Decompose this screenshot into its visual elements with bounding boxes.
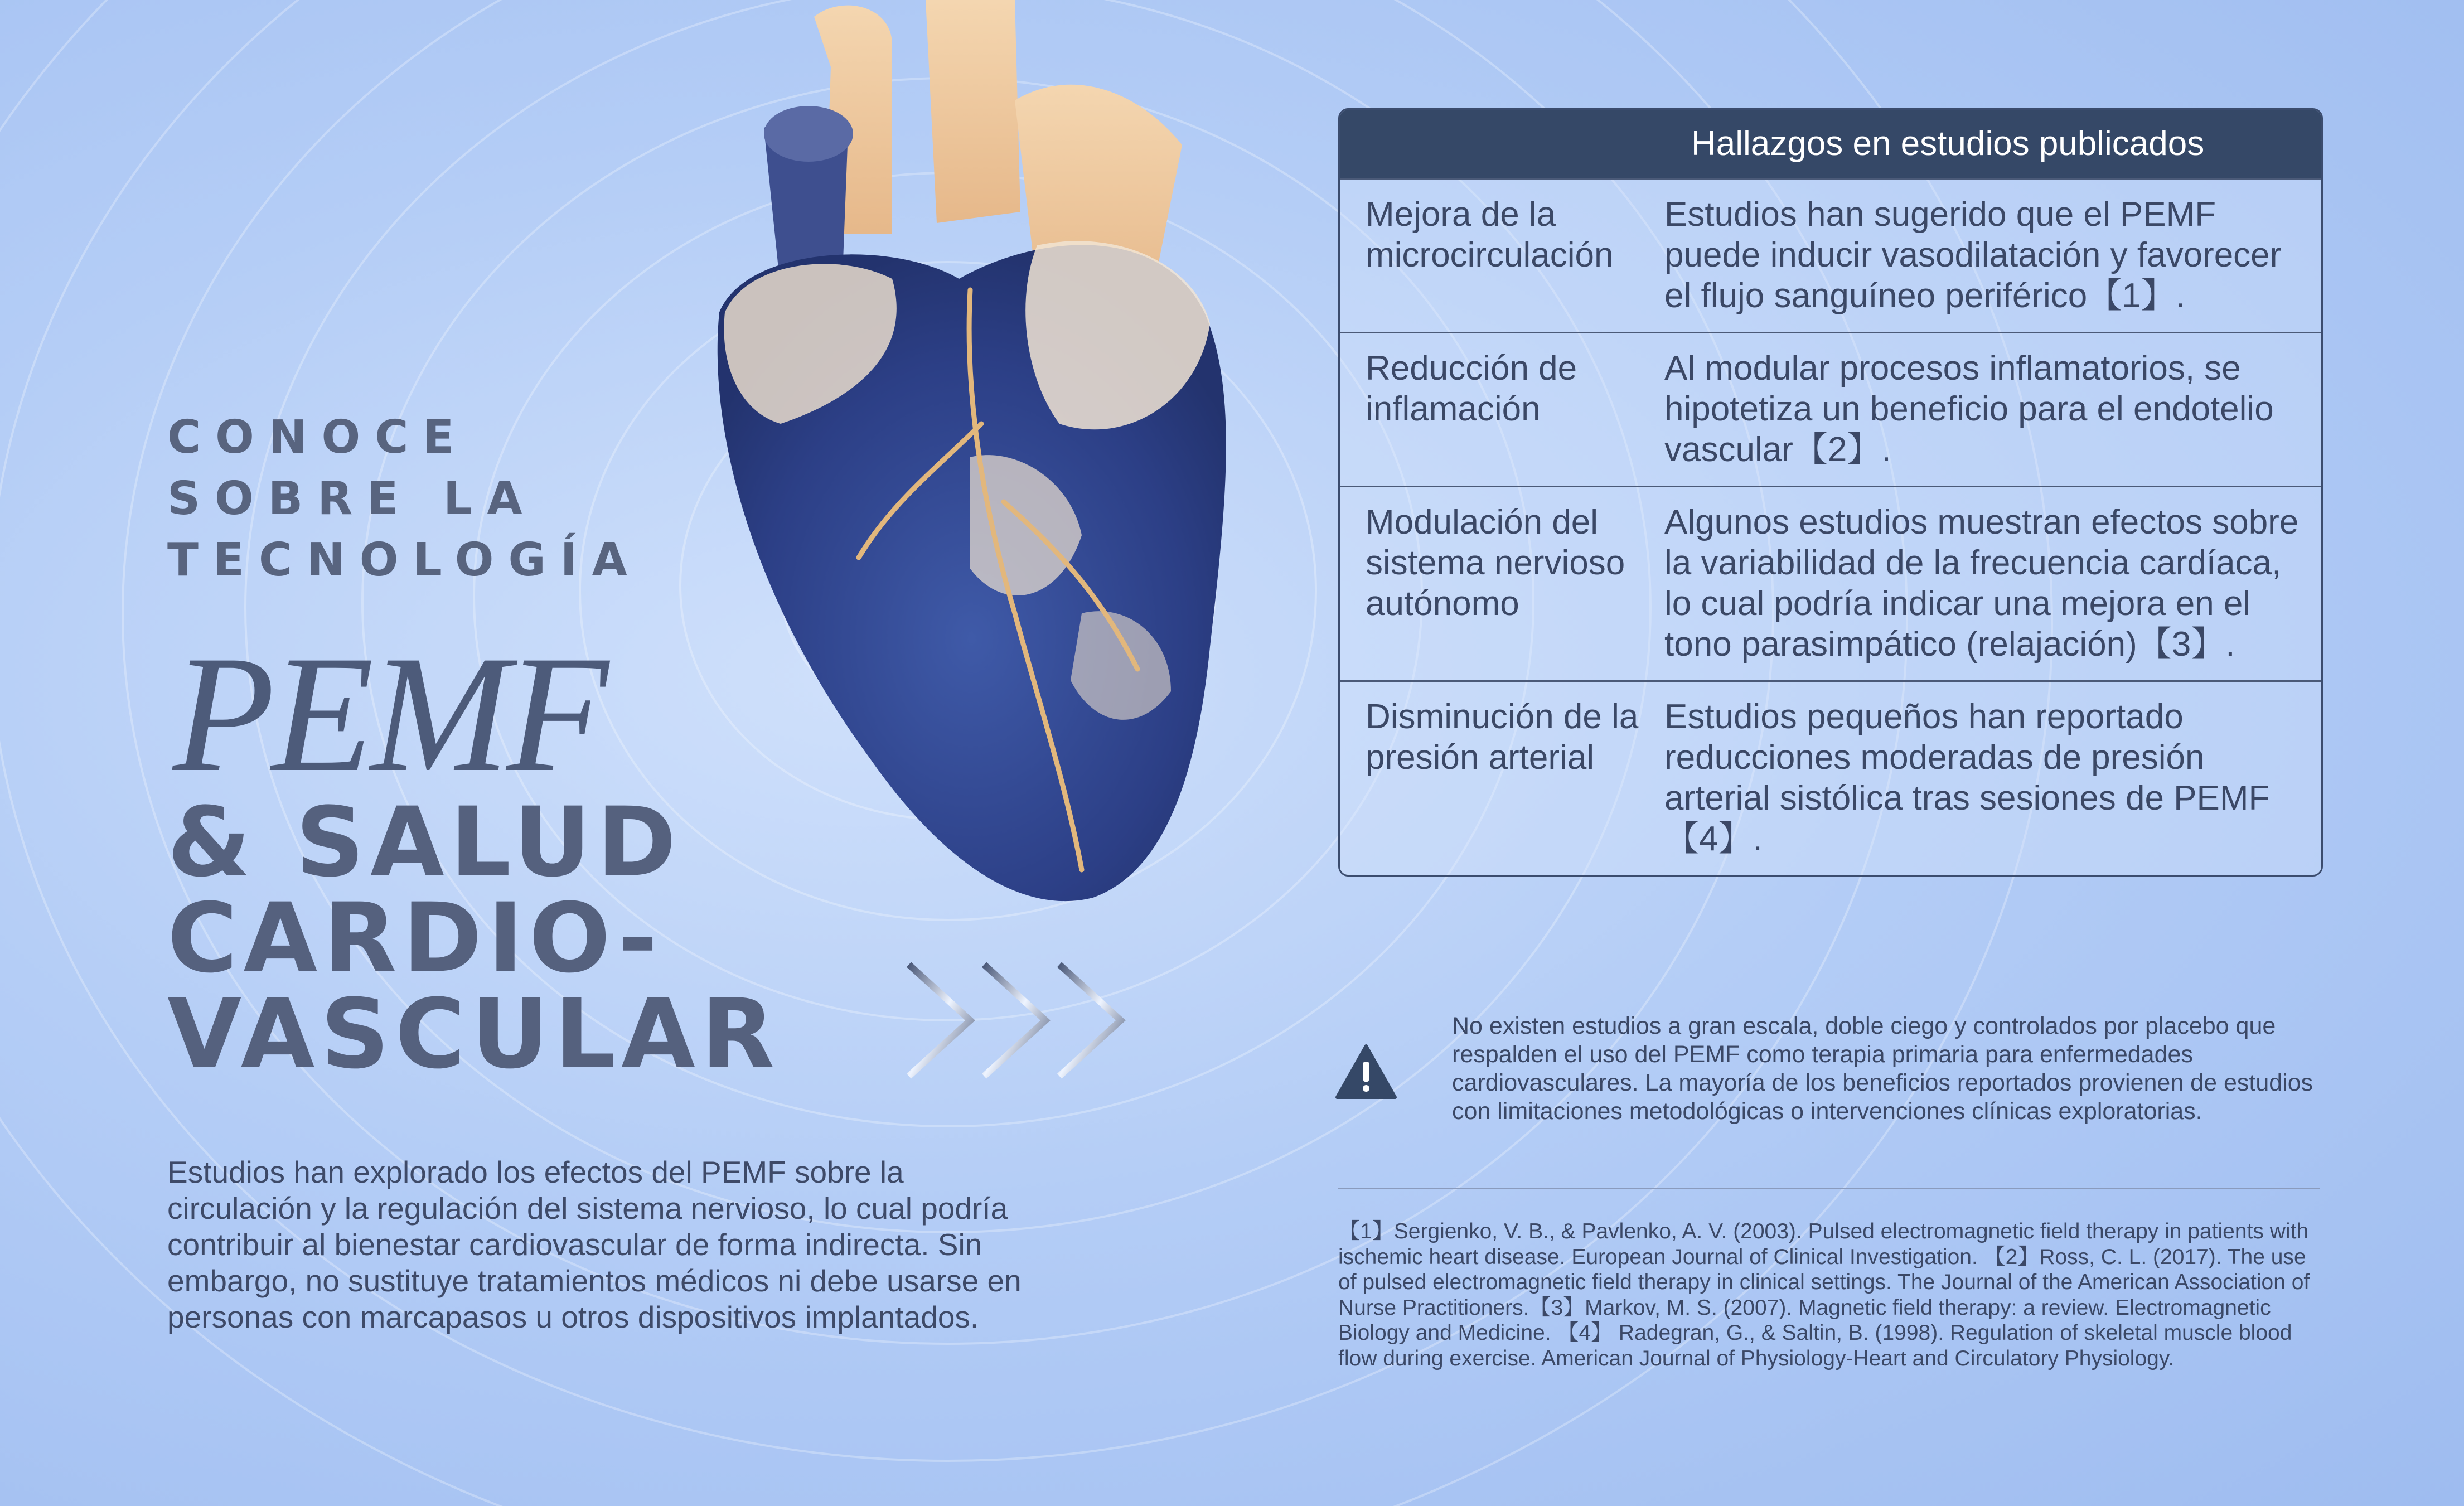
findings-table <box>1338 108 2323 877</box>
row-finding: Estudios pequeños han reportado reducciones moderadas de presión arterial sistólica tras sesiones de PEMF【4】. <box>1664 698 2270 858</box>
row-finding: Estudios han sugerido que el PEMF puede inducir vasodilatación y favorecer el flujo sanguíneo periférico【1】. <box>1664 195 2282 315</box>
table-row <box>1340 332 2321 486</box>
warning-triangle-icon <box>1335 1044 1397 1100</box>
title-line-3: VASCULAR <box>167 978 781 1090</box>
eyebrow-line-3: TECNOLOGÍA <box>167 534 642 587</box>
row-topic: Mejora de la microcirculación <box>1366 195 1614 274</box>
eyebrow-line-2: SOBRE LA <box>167 472 537 525</box>
eyebrow-text <box>167 407 669 591</box>
row-finding: Al modular procesos inflamatorios, se hipotetiza un beneficio para el endotelio vascular【2】. <box>1664 349 2274 469</box>
title-headline <box>167 786 836 1090</box>
title-line-2: CARDIO- <box>167 882 664 994</box>
row-topic: Disminución de la presión arterial <box>1366 698 1639 777</box>
triple-chevron-right-icon <box>903 959 1137 1082</box>
references-text: 【1】Sergienko, V. B., & Pavlenko, A. V. (2003). Pulsed electromagnetic field therapy in patients with ischemic heart disease. European Journal of Clinical Investigation. 【2】Ross, C. L. (2017). The use of pulsed electromagnetic field therapy in clinical settings. The Journal of the American Association of Nurse Practitioners.【3】Markov, M. S. (2007). Magnetic field therapy: a review. Electromagnetic Biology and Medicine. 【4】 Radegran, G., & Saltin, B. (1998). Regulation of skeletal muscle blood flow during exercise. American Journal of Physiology-Heart and Circulatory Physiology. <box>1338 1219 2310 1371</box>
disclaimer-text: No existen estudios a gran escala, doble ciego y controlados por placebo que respalden el uso del PEMF como terapia primaria para enfermedades cardiovasculares. La mayoría de los beneficios reportados provienen de estudios con limitaciones metodológicas o intervenciones clínicas exploratorias. <box>1452 1013 2313 1125</box>
intro-paragraph: Estudios han explorado los efectos del PEMF sobre la circulación y la regulación del sistema nervioso, lo cual podría contribuir al bienestar cardiovascular de forma indirecta. Sin embargo, no sustituye tratamientos médicos ni debe usarse en personas con marcapasos u otros dispositivos implantados. <box>167 1155 1022 1334</box>
row-finding: Algunos estudios muestran efectos sobre la variabilidad de la frecuencia cardíaca, lo cual podría indicar una mejora en el tono parasimpático (relajación)【3】. <box>1664 503 2299 664</box>
title-pemf: PEMF <box>173 621 606 806</box>
row-topic: Modulación del sistema nervioso autónomo <box>1366 503 1625 623</box>
title-line-1: & SALUD <box>167 786 682 898</box>
findings-table-header: Hallazgos en estudios publicados <box>1340 110 2321 178</box>
table-row <box>1340 486 2321 680</box>
divider <box>1338 1188 2320 1189</box>
row-topic: Reducción de inflamación <box>1366 349 1577 428</box>
eyebrow-line-1: CONOCE <box>167 411 469 464</box>
table-row <box>1340 178 2321 332</box>
table-row <box>1340 680 2321 875</box>
